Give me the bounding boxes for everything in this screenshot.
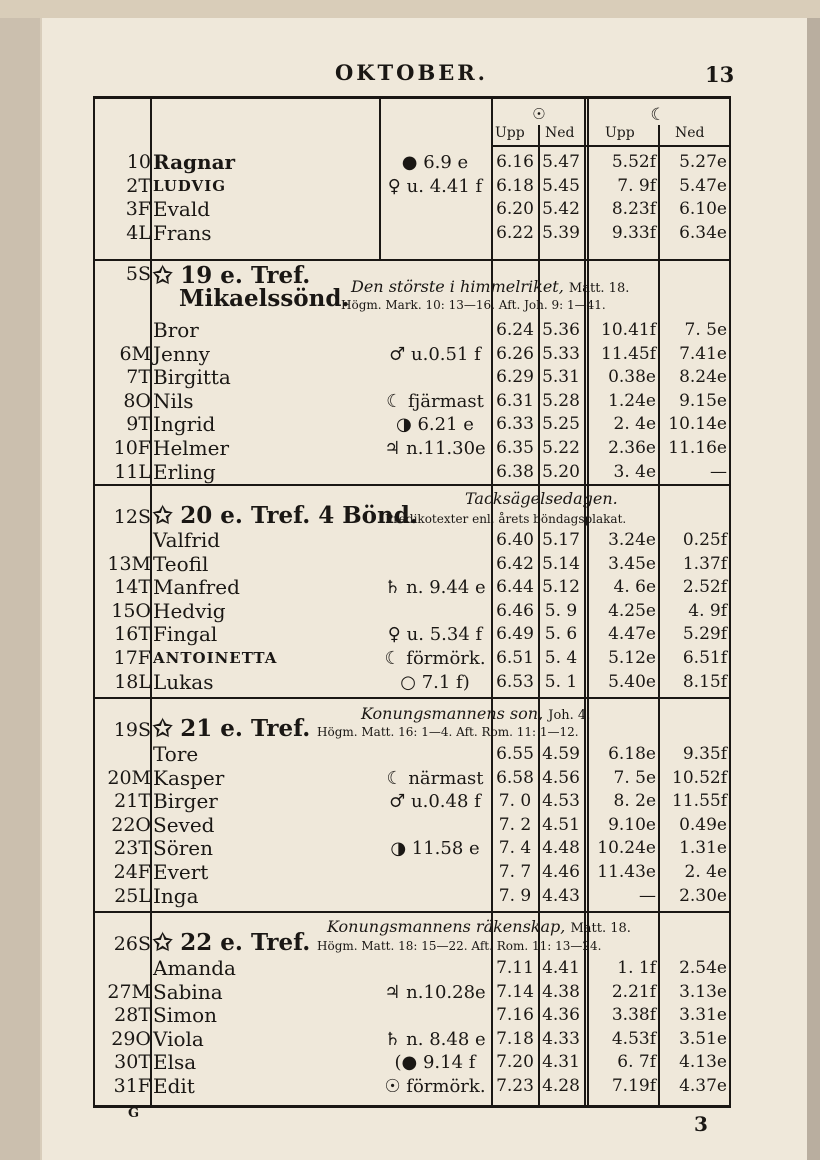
moon-rise: 7. 9f <box>617 175 656 196</box>
day-name: Kasper <box>153 765 225 790</box>
sun-set: 5. 9 <box>544 600 578 621</box>
day-row <box>95 1051 729 1074</box>
sun-set: 5.33 <box>542 343 580 364</box>
sunday-title: ✩ 21 e. Tref. <box>153 715 311 742</box>
moon-set: 8.24e <box>679 367 727 388</box>
moon-set: 2.54e <box>679 958 727 978</box>
sun-set: 4.38 <box>542 981 580 1002</box>
moon-set: 11.55f <box>672 791 727 812</box>
day-row <box>95 198 729 221</box>
day-number: 7T <box>126 366 151 389</box>
moon-set: 1.37f <box>682 553 727 574</box>
sun-set: 5.45 <box>542 175 580 196</box>
sun-rise: 7.16 <box>496 1005 534 1026</box>
day-row <box>95 814 729 837</box>
day-name: Bror <box>153 318 199 342</box>
day-name: Sabina <box>153 979 223 1004</box>
sun-rise: 6.20 <box>496 199 534 220</box>
day-number: 16T <box>114 623 151 646</box>
moon-set: 4.13e <box>679 1052 727 1073</box>
sun-set: 4.33 <box>542 1028 580 1049</box>
sunday-title-2: Mikaelssönd. <box>179 285 350 312</box>
day-name: Inga <box>153 883 199 908</box>
day-number: 3F <box>125 198 151 221</box>
sunday-quote <box>351 277 629 296</box>
sunday-quote-text: Konungsmannens son, <box>361 704 544 723</box>
moon-rise: 5.40e <box>608 671 656 692</box>
moon-set: 3.31e <box>679 1005 727 1026</box>
sunday-reading-ref: Högm. Mark. 10: 13—16. Aft. Joh. 9: 1—41. <box>341 298 606 312</box>
day-row <box>95 600 729 623</box>
sun-rise: 6.33 <box>496 414 534 435</box>
sun-symbol-icon: ☉ <box>532 105 546 123</box>
moon-set: 11.16e <box>668 438 727 458</box>
page-edge-left <box>0 18 40 1160</box>
sun-set: 5.20 <box>542 461 580 482</box>
header-rule <box>493 145 729 147</box>
day-row <box>95 175 729 198</box>
moon-rise: 4.53f <box>611 1028 656 1049</box>
sunday-quote-text: Den störste i himmelriket, <box>351 277 564 296</box>
day-number: 28T <box>114 1004 151 1027</box>
sun-rise: 7. 2 <box>498 814 532 835</box>
week-divider <box>95 259 729 261</box>
sun-rise: 6.42 <box>496 553 534 574</box>
sun-set: 5.25 <box>542 414 580 435</box>
day-name: Edit <box>153 1074 195 1098</box>
sun-set: 5.47 <box>542 152 580 172</box>
day-row <box>95 413 729 436</box>
day-name: Fingal <box>153 622 218 647</box>
sun-set: 5.28 <box>542 390 580 411</box>
day-number: 10F <box>113 437 151 459</box>
day-name: Seved <box>153 812 215 837</box>
sun-rise: 7.23 <box>496 1076 534 1096</box>
moon-set: 6.34e <box>679 222 727 243</box>
moon-set: 5.47e <box>679 175 727 196</box>
moon-rise: 11.45f <box>601 343 656 364</box>
day-number: 22O <box>111 813 151 836</box>
astro-note: ○ 7.1 f) <box>400 671 470 693</box>
astro-note: ● 6.9 e <box>401 152 469 173</box>
page-edge-top <box>0 0 820 18</box>
sun-rise: 7. 9 <box>498 885 532 906</box>
moon-rise: 2.21f <box>611 981 656 1002</box>
moon-set: 2.52f <box>682 577 727 598</box>
moon-rise: 4.47e <box>608 624 656 645</box>
day-name: Sören <box>153 836 214 861</box>
sun-rise: 6.44 <box>496 577 534 598</box>
sun-rise: 6.38 <box>496 461 534 482</box>
sunday-quote <box>361 704 590 723</box>
moon-set: 7.41e <box>679 343 727 364</box>
sunday-day: 26S <box>113 933 151 955</box>
day-number: 9T <box>126 413 151 436</box>
day-row <box>95 343 729 366</box>
astro-note: ♄ n. 8.48 e <box>384 1028 486 1050</box>
sunday-title: ✩ 19 e. Tref. <box>153 262 311 289</box>
day-name: Helmer <box>153 436 230 460</box>
sun-rise: 6.51 <box>496 648 534 668</box>
day-row <box>95 461 729 484</box>
astro-note: ☾ närmast <box>386 767 484 789</box>
day-name: Manfred <box>153 575 240 600</box>
astro-note: ♂ u.0.48 f <box>389 791 481 813</box>
moon-rise: 2.36e <box>608 438 656 458</box>
day-name: Valfrid <box>153 528 221 552</box>
day-name: Evald <box>153 197 211 222</box>
astro-note: ☾ förmörk. <box>384 648 486 669</box>
day-row <box>95 390 729 413</box>
day-row <box>95 1075 729 1098</box>
astro-note: ♂ u.0.51 f <box>389 343 481 365</box>
sun-rise: 6.40 <box>496 530 534 550</box>
moon-set: 3.13e <box>679 981 727 1002</box>
moon-set: 8.15f <box>682 671 727 692</box>
sun-set: 5.14 <box>542 553 580 574</box>
moon-rise: 6. 7f <box>617 1052 656 1073</box>
sun-set: 4.41 <box>542 958 580 978</box>
day-row <box>95 623 729 646</box>
sunday-reading-ref: Predikotexter enl. årets böndagsplakat. <box>385 512 627 526</box>
astro-note: ☉ förmörk. <box>384 1076 486 1097</box>
astro-note: ☾ fjärmast <box>386 390 484 412</box>
moon-rise: 3. 4e <box>613 461 656 482</box>
day-name: Nils <box>153 388 194 413</box>
sun-rise: 6.24 <box>496 320 534 340</box>
sunday-reading-ref: Högm. Matt. 18: 15—22. Aft. Rom. 11: 13—24. <box>317 939 602 953</box>
astro-note: ♃ n.10.28e <box>384 981 486 1003</box>
day-number: 29O <box>111 1027 151 1050</box>
moon-set: 1.31e <box>679 838 727 859</box>
day-number: 30T <box>114 1051 151 1074</box>
day-row <box>95 957 729 980</box>
sun-set: 4.43 <box>542 885 580 906</box>
day-row <box>95 222 729 245</box>
day-row <box>95 553 729 576</box>
sun-rise: 7.18 <box>496 1028 534 1049</box>
moon-rise: 8.23f <box>611 199 656 220</box>
moon-set: 10.52f <box>672 767 727 788</box>
day-row <box>95 837 729 860</box>
day-row <box>95 437 729 460</box>
sun-set: 5.22 <box>542 438 580 458</box>
moon-rise: 7.19f <box>611 1076 656 1096</box>
sunday-day: 12S <box>113 506 151 528</box>
moon-symbol-icon: ☾ <box>650 105 666 125</box>
day-row <box>95 151 729 174</box>
sunday-quote-ref: Matt. 18. <box>568 281 630 296</box>
sun-rise: 6.26 <box>496 343 534 364</box>
day-row <box>95 319 729 342</box>
day-name: Elsa <box>153 1050 197 1075</box>
day-name: ANTOINETTA <box>153 649 278 667</box>
sun-set: 5. 6 <box>544 624 578 645</box>
sunday-day: 19S <box>113 719 151 741</box>
sunday-quote: Tacksägelsedagen. <box>465 489 618 508</box>
sun-set: 4.59 <box>542 744 580 764</box>
page-number: 13 <box>705 62 735 87</box>
sun-rise: 7. 7 <box>498 862 532 882</box>
day-name: Lukas <box>153 669 214 694</box>
sun-set: 5.36 <box>542 320 580 340</box>
astro-note: ♄ n. 9.44 e <box>384 577 486 599</box>
day-row <box>95 767 729 790</box>
sun-set: 5. 4 <box>544 648 578 668</box>
moon-set: 7. 5e <box>684 320 727 340</box>
signature-mark: G <box>128 1106 140 1121</box>
day-row <box>95 1004 729 1027</box>
moon-rise: 3.38f <box>611 1005 656 1026</box>
moon-set: 0.25f <box>682 530 727 550</box>
moon-rise: 4. 6e <box>613 577 656 598</box>
day-row <box>95 1028 729 1051</box>
sunday-day: 5S <box>125 263 151 285</box>
sunday-quote-ref: Matt. 18. <box>570 921 631 936</box>
day-number: 15O <box>111 599 151 622</box>
sun-rise: 7.20 <box>496 1052 534 1073</box>
sun-down-header: Ned <box>545 125 575 141</box>
sunday-quote <box>327 917 631 936</box>
day-number: 17F <box>113 647 151 669</box>
sheet-number: 3 <box>694 1112 708 1136</box>
day-name: Birger <box>153 789 218 814</box>
moon-set: 2. 4e <box>684 862 727 882</box>
sun-rise: 7.11 <box>496 958 534 978</box>
sun-rise: 6.58 <box>496 767 534 788</box>
day-name: Hedvig <box>153 598 226 623</box>
sun-set: 5.31 <box>542 367 580 388</box>
sun-rise: 6.55 <box>496 744 534 764</box>
moon-set: — <box>710 461 727 482</box>
sun-rise: 6.18 <box>496 175 534 196</box>
moon-rise: 5.12e <box>608 648 656 668</box>
astro-note: ♀ u. 4.41 f <box>387 175 483 197</box>
sun-rise: 7. 0 <box>498 791 532 812</box>
moon-rise: 9.33f <box>611 222 656 243</box>
moon-set: 5.27e <box>679 152 727 172</box>
moon-set: 6.51f <box>682 648 727 668</box>
day-name: Erling <box>153 459 216 484</box>
sun-set: 4.51 <box>542 814 580 835</box>
day-row <box>95 790 729 813</box>
day-name: Tore <box>153 742 199 766</box>
moon-rise: 5.52f <box>611 152 656 172</box>
day-number: 27M <box>107 980 151 1003</box>
moon-down-header: Ned <box>675 125 705 141</box>
day-number: 11L <box>114 460 151 483</box>
moon-rise: 7. 5e <box>613 767 656 788</box>
sun-set: 4.31 <box>542 1052 580 1073</box>
moon-set: 9.35f <box>682 744 727 764</box>
moon-set: 5.29f <box>682 624 727 645</box>
moon-rise: 0.38e <box>608 367 656 388</box>
moon-rise: 1. 1f <box>617 958 656 978</box>
day-number: 21T <box>114 790 151 813</box>
day-number: 13M <box>107 552 151 575</box>
moon-set: 0.49e <box>679 814 727 835</box>
day-number: 24F <box>113 861 151 883</box>
day-number: 8O <box>123 389 151 412</box>
sun-rise: 6.16 <box>496 152 534 172</box>
astro-note: ◑ 11.58 e <box>390 838 480 860</box>
astro-note: ♃ n.11.30e <box>384 438 486 459</box>
day-name: Simon <box>153 1003 217 1028</box>
day-name: Frans <box>153 220 212 245</box>
sunday-title: ✩ 22 e. Tref. <box>153 929 311 956</box>
sun-set: 4.48 <box>542 838 580 859</box>
moon-set: 3.51e <box>679 1028 727 1049</box>
day-name: Evert <box>153 860 209 884</box>
sun-set: 4.28 <box>542 1076 580 1096</box>
moon-set: 6.10e <box>679 199 727 220</box>
day-name: Ingrid <box>153 412 216 437</box>
sun-set: 4.36 <box>542 1005 580 1026</box>
moon-set: 4.37e <box>679 1076 727 1096</box>
day-row <box>95 576 729 599</box>
moon-up-header: Upp <box>605 125 635 141</box>
moon-rise: 10.24e <box>597 838 656 859</box>
moon-rise: 3.45e <box>608 553 656 574</box>
sunday-quote-ref: Joh. 4. <box>548 708 591 723</box>
moon-rise: 10.41f <box>601 320 656 340</box>
day-number: 18L <box>114 670 151 693</box>
sun-set: 5. 1 <box>544 671 578 692</box>
moon-rise: 6.18e <box>608 744 656 764</box>
day-name: Ragnar <box>153 150 236 174</box>
day-name: Birgitta <box>153 365 231 390</box>
week-divider <box>95 484 729 486</box>
sun-rise: 6.22 <box>496 222 534 243</box>
moon-rise: 2. 4e <box>613 414 656 435</box>
page-title: OKTOBER. <box>335 60 488 85</box>
day-number: 20M <box>107 766 151 789</box>
sun-set: 5.39 <box>542 222 580 243</box>
moon-set: 10.14e <box>668 414 727 435</box>
sunday-quote-text: Konungsmannens räkenskap, <box>327 917 566 936</box>
week-divider <box>95 697 729 699</box>
day-name: LUDVIG <box>153 176 227 195</box>
sun-set: 5.17 <box>542 530 580 550</box>
moon-rise: 8. 2e <box>613 791 656 812</box>
day-row <box>95 743 729 766</box>
sun-set: 4.56 <box>542 767 580 788</box>
sunday-title: ✩ 20 e. Tref. 4 Bönd. <box>153 502 418 529</box>
moon-rise: 3.24e <box>608 530 656 550</box>
day-row <box>95 885 729 908</box>
moon-rise: 4.25e <box>608 600 656 621</box>
astro-note: (● 9.14 f <box>394 1052 476 1074</box>
moon-set: 4. 9f <box>688 600 727 621</box>
day-number: 25L <box>114 884 151 907</box>
day-number: 6M <box>119 342 151 365</box>
sunday-reading-ref: Högm. Matt. 16: 1—4. Aft. Rom. 11: 1—12. <box>317 725 579 739</box>
astro-note: ♀ u. 5.34 f <box>387 624 483 646</box>
sun-rise: 7.14 <box>496 981 534 1002</box>
sun-rise: 6.46 <box>496 600 534 621</box>
astro-note: ◑ 6.21 e <box>396 414 474 436</box>
day-number: 4L <box>126 221 151 244</box>
day-number: 14T <box>114 576 151 599</box>
sun-rise: 6.49 <box>496 624 534 645</box>
moon-set: 9.15e <box>679 390 727 411</box>
sun-set: 5.42 <box>542 199 580 220</box>
moon-rise: 1.24e <box>608 390 656 411</box>
moon-rise: — <box>639 885 656 906</box>
sun-set: 4.53 <box>542 791 580 812</box>
moon-rise: 9.10e <box>608 814 656 835</box>
day-row <box>95 861 729 884</box>
day-row <box>95 529 729 552</box>
sun-up-header: Upp <box>495 125 525 141</box>
day-number: 10 <box>126 151 151 173</box>
day-row <box>95 981 729 1004</box>
sun-set: 5.12 <box>542 577 580 598</box>
calendar-table <box>93 96 731 1108</box>
day-row <box>95 366 729 389</box>
day-name: Viola <box>153 1026 204 1051</box>
day-number: 23T <box>114 837 151 860</box>
day-number: 31F <box>113 1075 151 1097</box>
day-row <box>95 671 729 694</box>
sun-rise: 6.29 <box>496 367 534 388</box>
day-name: Amanda <box>153 956 236 980</box>
sun-rise: 6.35 <box>496 438 534 458</box>
day-name: Teofil <box>153 551 209 576</box>
sun-rise: 7. 4 <box>498 838 532 859</box>
moon-rise: 11.43e <box>597 862 656 882</box>
day-name: Jenny <box>153 341 210 366</box>
week-divider <box>95 911 729 913</box>
sun-rise: 6.53 <box>496 671 534 692</box>
sun-set: 4.46 <box>542 862 580 882</box>
day-row <box>95 647 729 670</box>
sun-rise: 6.31 <box>496 390 534 411</box>
moon-set: 2.30e <box>679 885 727 906</box>
day-number: 2T <box>126 174 151 197</box>
